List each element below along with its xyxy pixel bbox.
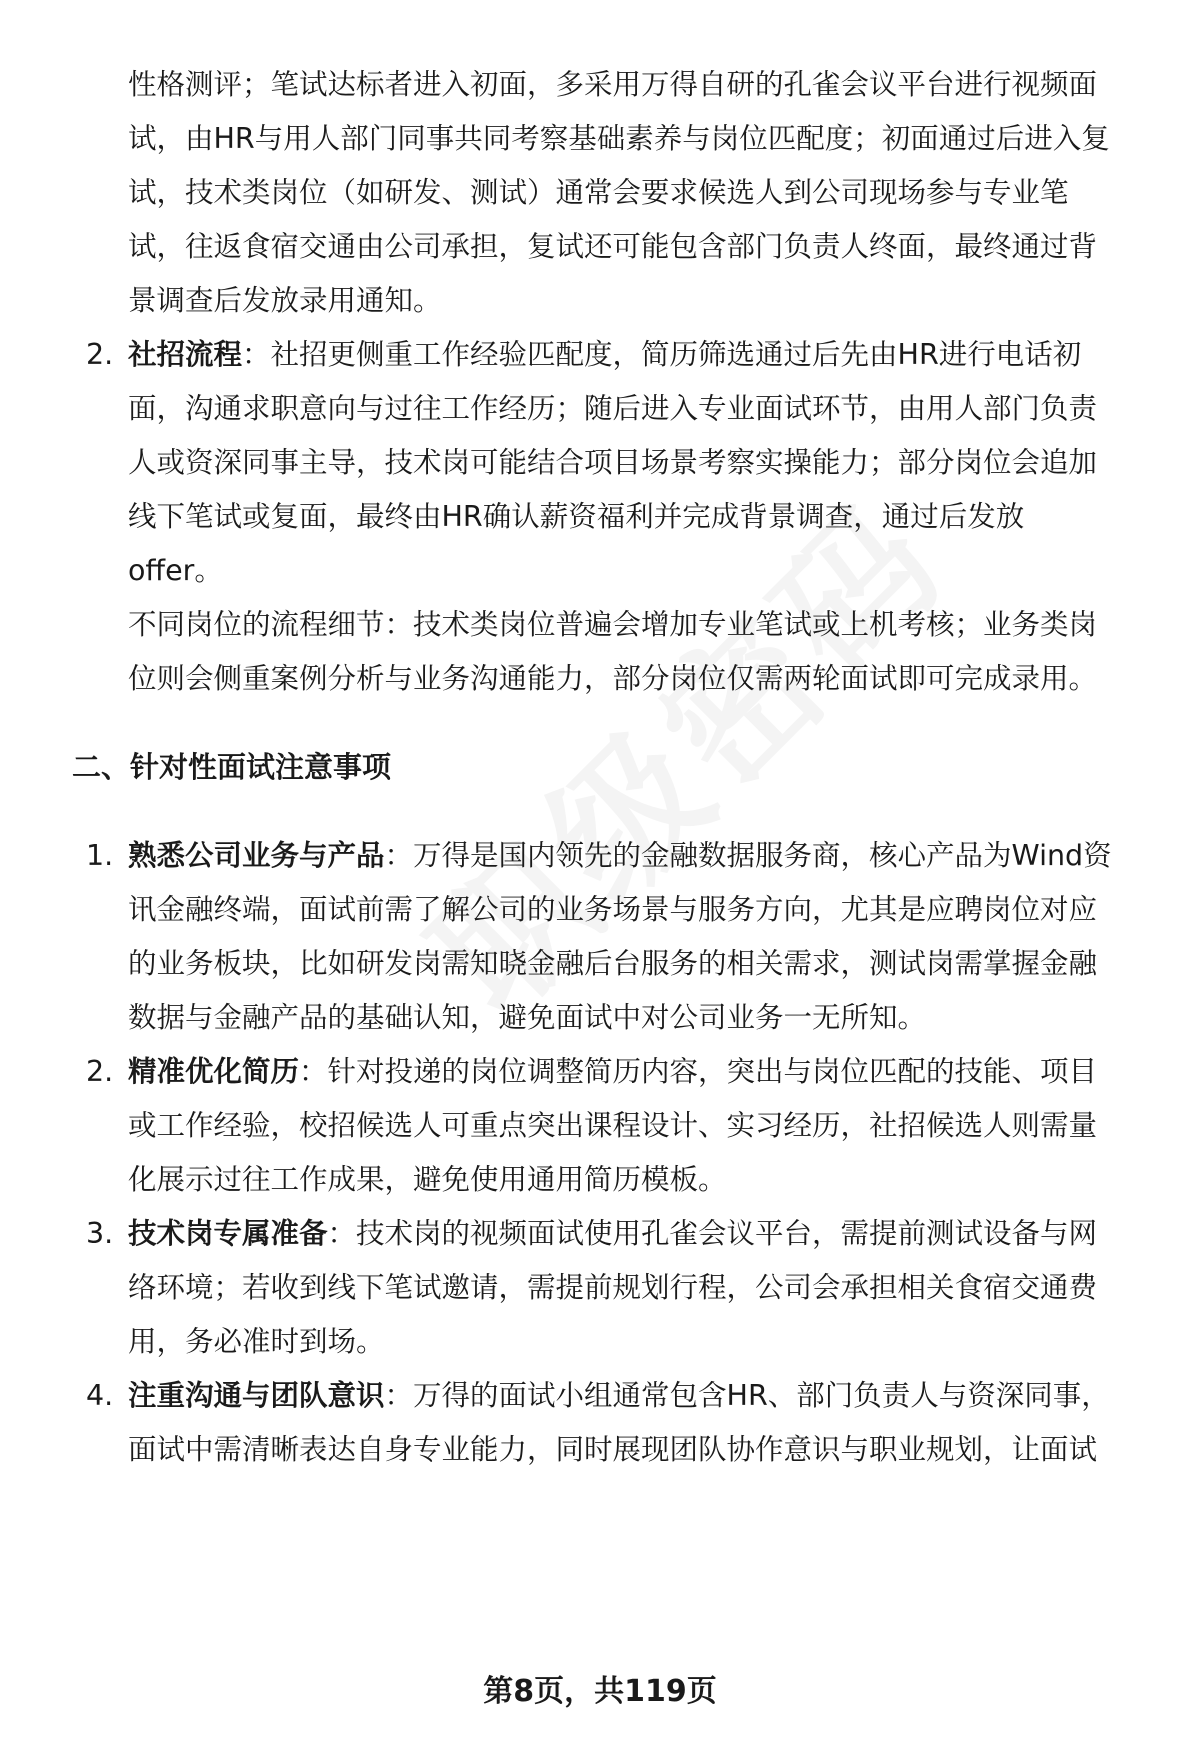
list-item-line: 线下笔试或复面，最终由HR确认薪资福利并完成背景调查，通过后发放 — [128, 500, 1025, 533]
list-item-line: 人或资深同事主导，技术岗可能结合项目场景考察实操能力；部分岗位会追加 — [128, 446, 1098, 479]
list-item-title: 社招流程 — [128, 338, 243, 371]
list-item-line: 或工作经验，校招候选人可重点突出课程设计、实习经历，社招候选人则需量 — [128, 1109, 1098, 1142]
list-item-line: 络环境；若收到线下笔试邀请，需提前规划行程，公司会承担相关食宿交通费 — [128, 1271, 1098, 1304]
list-item-text: ：技术岗的视频面试使用孔雀会议平台，需提前测试设备与网 — [327, 1217, 1098, 1250]
list-item-text: ：针对投递的岗位调整简历内容，突出与岗位匹配的技能、项目 — [299, 1055, 1098, 1088]
list-item-line: 用，务必准时到场。 — [128, 1325, 385, 1358]
paragraph-line: 不同岗位的流程细节：技术类岗位普遍会增加专业笔试或上机考核；业务类岗 — [128, 608, 1098, 641]
list-item-first-line — [128, 1214, 1097, 1254]
intro-line: 景调查后发放录用通知。 — [128, 284, 442, 317]
list-item-title: 注重沟通与团队意识 — [128, 1379, 385, 1412]
list-item-title: 精准优化简历 — [128, 1055, 300, 1088]
list-item-text: ：社招更侧重工作经验匹配度，简历筛选通过后先由HR进行电话初 — [242, 338, 1082, 371]
list-item-line: 讯金融终端，面试前需了解公司的业务场景与服务方向，尤其是应聘岗位对应 — [128, 893, 1098, 926]
list-number: 1. — [86, 839, 114, 872]
list-item-text: ：万得的面试小组通常包含HR、部门负责人与资深同事， — [384, 1379, 1110, 1412]
list-number: 2. — [86, 338, 114, 371]
intro-line: 试，由HR与用人部门同事共同考察基础素养与岗位匹配度；初面通过后进入复 — [128, 122, 1110, 155]
list-item-line: offer。 — [128, 554, 223, 587]
paragraph-line: 位则会侧重案例分析与业务沟通能力，部分岗位仅需两轮面试即可完成录用。 — [128, 662, 1098, 695]
list-item-line: 面，沟通求职意向与过往工作经历；随后进入专业面试环节，由用人部门负责 — [128, 392, 1098, 425]
list-number: 2. — [86, 1055, 114, 1088]
list-item-first-line — [128, 836, 1112, 876]
list-item-first-line — [128, 1052, 1097, 1092]
list-item-first-line — [128, 1376, 1110, 1416]
section-heading: 二、针对性面试注意事项 — [72, 750, 392, 784]
list-number: 3. — [86, 1217, 114, 1250]
list-item-line: 面试中需清晰表达自身专业能力，同时展现团队协作意识与职业规划，让面试 — [128, 1433, 1098, 1466]
intro-line: 试，技术类岗位（如研发、测试）通常会要求候选人到公司现场参与专业笔 — [128, 176, 1069, 209]
list-item-line: 数据与金融产品的基础认知，避免面试中对公司业务一无所知。 — [128, 1001, 927, 1034]
list-item-title: 熟悉公司业务与产品 — [128, 839, 385, 872]
list-item-text: ：万得是国内领先的金融数据服务商，核心产品为Wind资 — [384, 839, 1112, 872]
intro-line: 性格测评；笔试达标者进入初面，多采用万得自研的孔雀会议平台进行视频面 — [128, 68, 1098, 101]
page-number-footer: 第8页，共119页 — [483, 1674, 717, 1709]
list-item-social-first-line — [128, 335, 1081, 375]
list-item-line: 的业务板块，比如研发岗需知晓金融后台服务的相关需求，测试岗需掌握金融 — [128, 947, 1098, 980]
intro-line: 试，往返食宿交通由公司承担，复试还可能包含部门负责人终面，最终通过背 — [128, 230, 1098, 263]
list-number: 4. — [86, 1379, 114, 1412]
list-item-title: 技术岗专属准备 — [128, 1217, 328, 1250]
list-item-line: 化展示过往工作成果，避免使用通用简历模板。 — [128, 1163, 727, 1196]
